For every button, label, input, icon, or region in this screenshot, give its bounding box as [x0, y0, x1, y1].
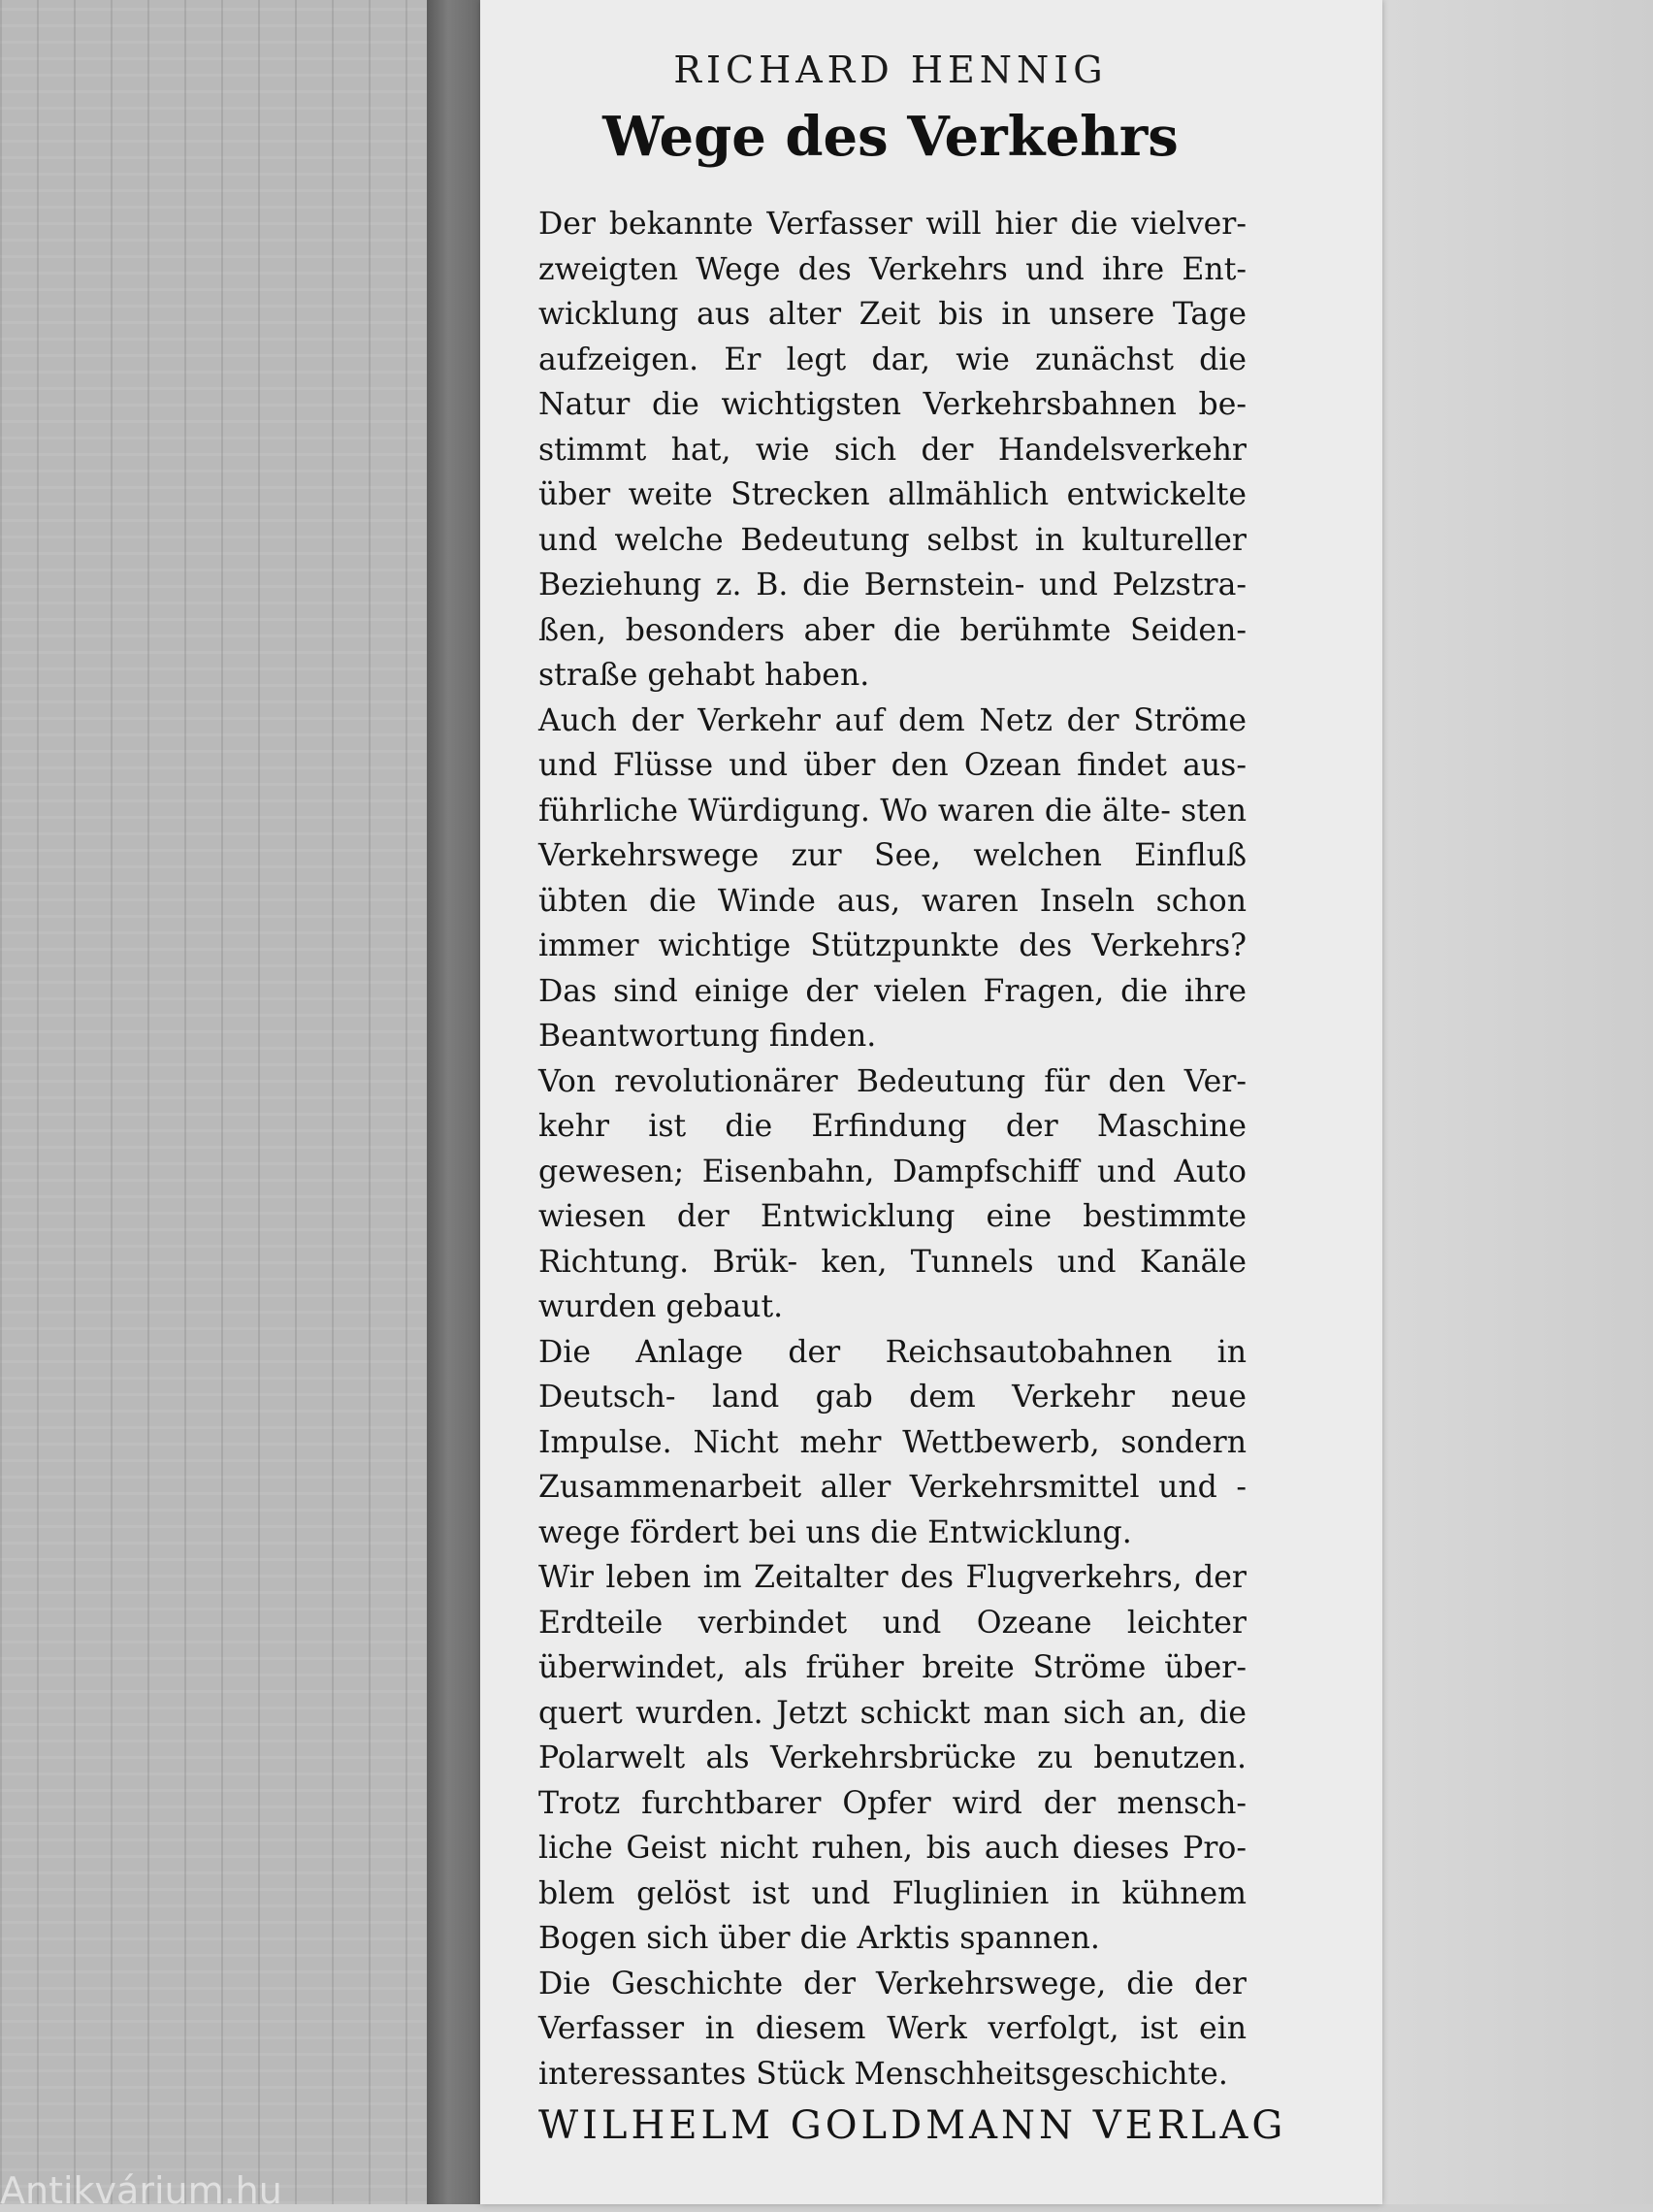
dust-jacket-flap: [480, 0, 1382, 2204]
publisher-name: WILHELM GOLDMANN VERLAG: [538, 2103, 1287, 2148]
book-title: Wege des Verkehrs: [602, 105, 1179, 169]
blurb-paragraph: Der bekannte Verfasser will hier die vielver- zweigten Wege des Verkehrs und ihre Ent- wicklung aus alter Zeit bis in unsere Tage aufzeigen. Er legt dar, wie zunächst die Natur die wichtigsten Verkehrsbahnen be- stimmt hat, wie sich der Handelsverkehr über weite Strecken allmählich entwickelte und welche Bedeutung selbst in kultureller Beziehung z. B. die Bernstein- und Pelzstra- ßen, besonders aber die berühmte Seiden- straße gehabt haben.: [538, 207, 1247, 693]
blurb-paragraph: Von revolutionärer Bedeutung für den Ver- kehr ist die Erfindung der Maschine gewesen; Eisenbahn, Dampfschiff und Auto wiesen der Entwicklung eine bestimmte Richtung. Brük- ken, Tunnels und Kanäle wurden gebaut.: [538, 1063, 1247, 1324]
right-background: [1382, 0, 1653, 2204]
blurb-paragraph: Die Anlage der Reichsautobahnen in Deutsch- land gab dem Verkehr neue Impulse. Nicht mehr Wettbewerb, sondern Zusammenarbeit aller Verkehrsmittel und -wege fördert bei uns die Entwicklung.: [538, 1334, 1247, 1550]
book-cover-background: [0, 0, 427, 2204]
book-spine-edge: [427, 0, 480, 2204]
blurb-paragraph: Auch der Verkehr auf dem Netz der Ströme und Flüsse und über den Ozean findet aus- führliche Würdigung. Wo waren die älte- sten Verkehrswege zur See, welchen Einfluß übten die Winde aus, waren Inseln schon immer wichtige Stützpunkte des Verkehrs? Das sind einige der vielen Fragen, die ihre Beantwortung finden.: [538, 702, 1247, 1054]
blurb-paragraph: Wir leben im Zeitalter des Flugverkehrs, der Erdteile verbindet und Ozeane leichter überwindet, als früher breite Ströme über- quert wurden. Jetzt schickt man sich an, die Polarwelt als Verkehrsbrücke zu benutzen. Trotz furchtbarer Opfer wird der mensch- liche Geist nicht ruhen, bis auch dieses Pro- blem gelöst ist und Fluglinien in kühnem Bogen sich über die Arktis spannen.: [538, 1560, 1247, 1956]
blurb-paragraph: Die Geschichte der Verkehrswege, die der Verfasser in diesem Werk verfolgt, ist ein interessantes Stück Menschheitsgeschichte.: [538, 1966, 1247, 2092]
author-name: RICHARD HENNIG: [673, 49, 1108, 91]
watermark: Antikvárium.hu: [0, 2169, 282, 2212]
blurb-text: [538, 202, 1247, 2097]
